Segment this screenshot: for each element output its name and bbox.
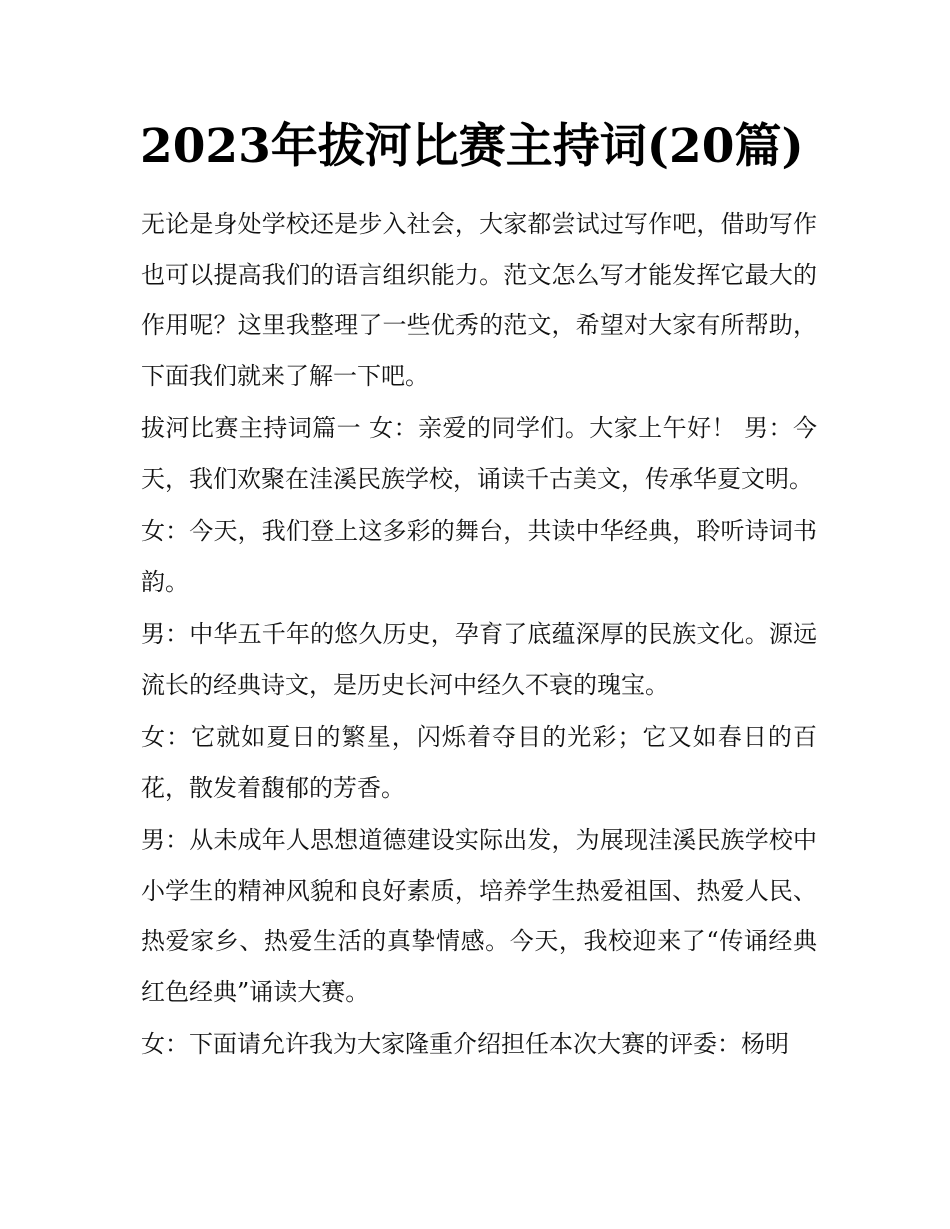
paragraph-male-1: 男：中华五千年的悠久历史，孕育了底蕴深厚的民族文化。源远流长的经典诗文，是历史长河中经久不衰的瑰宝。 bbox=[141, 620, 817, 699]
document-title: 2023年拔河比赛主持词(20篇) bbox=[140, 119, 804, 174]
paragraph-opening: 拔河比赛主持词篇一 女：亲爱的同学们。大家上午好！ 男：今天，我们欢聚在洼溪民族学校，诵读千古美文，传承华夏文明。 bbox=[141, 414, 817, 493]
paragraph-female-3: 女：下面请允许我为大家隆重介绍担任本次大赛的评委：杨明 bbox=[141, 1030, 789, 1058]
document-body bbox=[141, 199, 817, 1072]
paragraph-female-1: 女：今天，我们登上这多彩的舞台，共读中华经典，聆听诗词书韵。 bbox=[141, 517, 817, 596]
paragraph-male-2: 男：从未成年人思想道德建设实际出发，为展现洼溪民族学校中小学生的精神风貌和良好素质，培养学生热爱祖国、热爱人民、热爱家乡、热爱生活的真挚情感。今天，我校迎来了“传诵经典红色经典”诵读大赛。 bbox=[141, 826, 817, 1006]
paragraph-intro: 无论是身处学校还是步入社会，大家都尝试过写作吧，借助写作也可以提高我们的语言组织能力。范文怎么写才能发挥它最大的作用呢？这里我整理了一些优秀的范文，希望对大家有所帮助，下面我们就来了解一下吧。 bbox=[141, 210, 817, 390]
paragraph-female-2: 女：它就如夏日的繁星，闪烁着夺目的光彩；它又如春日的百花，散发着馥郁的芳香。 bbox=[141, 723, 817, 802]
